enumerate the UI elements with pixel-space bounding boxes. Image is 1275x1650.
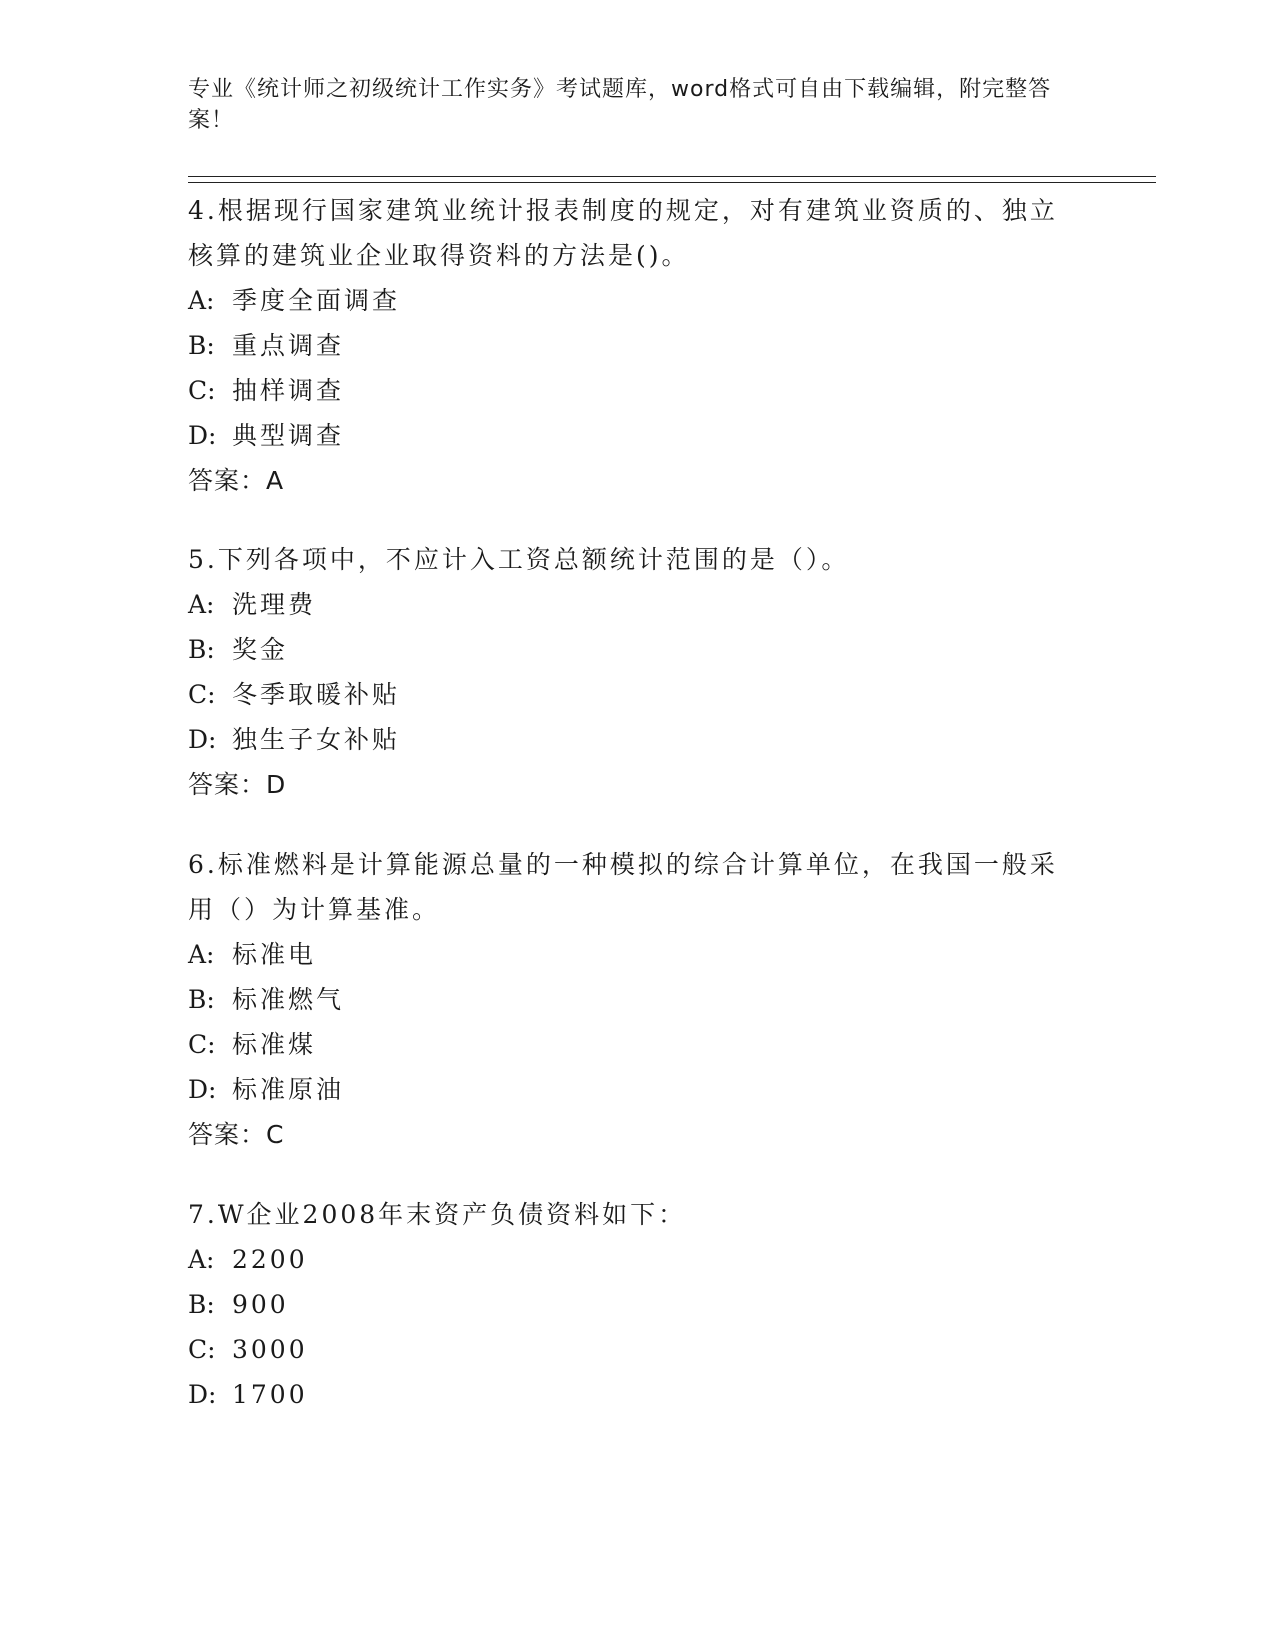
answer: 答案：D	[188, 770, 287, 799]
option-text: 独生子女补贴	[232, 725, 401, 754]
option-c	[188, 1022, 1068, 1067]
option-c	[188, 1327, 1068, 1372]
option-b	[188, 1282, 1068, 1327]
header-divider-top	[188, 176, 1156, 177]
question-7	[188, 1192, 1068, 1417]
question-4	[188, 188, 1068, 503]
option-label: C:	[188, 1030, 216, 1059]
question-5	[188, 537, 1068, 807]
option-text: 标准煤	[232, 1030, 317, 1059]
option-b	[188, 977, 1068, 1022]
option-text: 奖金	[232, 635, 289, 664]
option-a	[188, 582, 1068, 627]
option-label: C:	[188, 376, 216, 405]
option-b	[188, 323, 1068, 368]
option-label: C:	[188, 1335, 216, 1364]
header-divider-bottom	[188, 182, 1156, 183]
option-label: B:	[188, 331, 215, 360]
question-stem: 6.标准燃料是计算能源总量的一种模拟的综合计算单位，在我国一般采用（）为计算基准。	[188, 850, 1058, 924]
answer: 答案：C	[188, 1120, 285, 1149]
document-header: 专业《统计师之初级统计工作实务》考试题库，word格式可自由下载编辑，附完整答案！	[188, 77, 1052, 133]
option-a	[188, 1237, 1068, 1282]
option-label: D:	[188, 1075, 217, 1104]
option-label: A:	[188, 1245, 215, 1274]
option-d	[188, 1372, 1068, 1417]
option-label: B:	[188, 985, 215, 1014]
question-6	[188, 842, 1068, 1157]
option-a	[188, 278, 1068, 323]
option-b	[188, 627, 1068, 672]
option-label: A:	[188, 590, 215, 619]
option-text: 抽样调查	[232, 376, 345, 405]
option-text: 典型调查	[232, 421, 345, 450]
option-text: 2200	[232, 1245, 308, 1274]
question-stem: 5.下列各项中，不应计入工资总额统计范围的是（）。	[188, 545, 850, 574]
option-label: B:	[188, 1290, 215, 1319]
answer: 答案：A	[188, 466, 285, 495]
option-a	[188, 932, 1068, 977]
option-label: B:	[188, 635, 215, 664]
option-text: 1700	[232, 1380, 308, 1409]
option-label: D:	[188, 421, 217, 450]
option-text: 标准电	[232, 940, 317, 969]
option-label: C:	[188, 680, 216, 709]
option-d	[188, 1067, 1068, 1112]
option-d	[188, 413, 1068, 458]
option-text: 冬季取暖补贴	[232, 680, 401, 709]
option-text: 3000	[232, 1335, 308, 1364]
option-text: 标准燃气	[232, 985, 345, 1014]
option-c	[188, 672, 1068, 717]
option-d	[188, 717, 1068, 762]
option-text: 洗理费	[232, 590, 317, 619]
option-label: A:	[188, 286, 215, 315]
option-c	[188, 368, 1068, 413]
option-text: 季度全面调查	[232, 286, 401, 315]
option-label: D:	[188, 725, 217, 754]
question-stem: 7.W企业2008年末资产负债资料如下：	[188, 1200, 687, 1229]
option-label: D:	[188, 1380, 217, 1409]
question-stem: 4.根据现行国家建筑业统计报表制度的规定，对有建筑业资质的、独立核算的建筑业企业取得资料的方法是()。	[188, 196, 1058, 270]
option-text: 900	[232, 1290, 289, 1319]
option-label: A:	[188, 940, 215, 969]
option-text: 重点调查	[232, 331, 345, 360]
option-text: 标准原油	[232, 1075, 345, 1104]
